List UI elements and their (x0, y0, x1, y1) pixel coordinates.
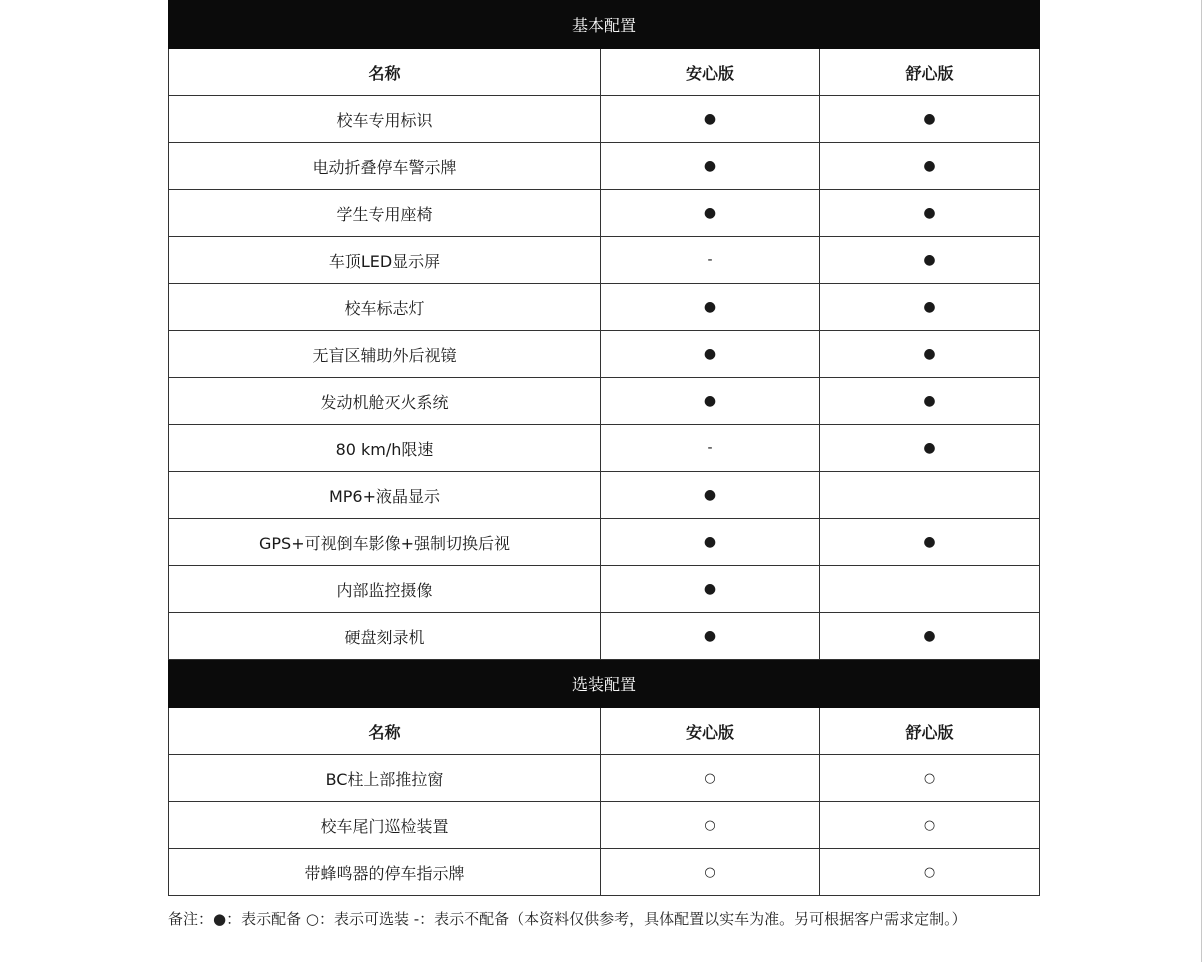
column-header-row (169, 708, 1040, 755)
availability-cell: ● (820, 425, 1040, 472)
availability-cell: - (601, 425, 820, 472)
table-row (169, 96, 1040, 143)
availability-cell: ● (820, 284, 1040, 331)
table-row (169, 519, 1040, 566)
table-row (169, 755, 1040, 802)
availability-cell: ● (601, 472, 820, 519)
section-header-optional (169, 660, 1040, 708)
availability-cell (820, 566, 1040, 613)
table-row (169, 425, 1040, 472)
table-row (169, 849, 1040, 896)
availability-cell: ● (601, 613, 820, 660)
feature-name-cell: 发动机舱灭火系统 (169, 378, 601, 425)
table-row (169, 143, 1040, 190)
availability-cell: ○ (601, 849, 820, 896)
spec-table-container (168, 0, 1039, 896)
feature-name-cell: 校车标志灯 (169, 284, 601, 331)
spec-table (168, 0, 1040, 896)
feature-name-cell: BC柱上部推拉窗 (169, 755, 601, 802)
availability-cell: ○ (820, 755, 1040, 802)
table-row (169, 331, 1040, 378)
availability-cell: - (601, 237, 820, 284)
feature-name-cell: 电动折叠停车警示牌 (169, 143, 601, 190)
feature-name-cell: 车顶LED显示屏 (169, 237, 601, 284)
table-row (169, 378, 1040, 425)
column-header: 安心版 (601, 49, 820, 96)
availability-cell: ○ (820, 802, 1040, 849)
availability-cell: ● (820, 378, 1040, 425)
table-row (169, 284, 1040, 331)
spec-table-body (169, 1, 1040, 896)
feature-name-cell: 内部监控摄像 (169, 566, 601, 613)
feature-name-cell: 80 km/h限速 (169, 425, 601, 472)
feature-name-cell: 校车尾门巡检装置 (169, 802, 601, 849)
feature-name-cell: 校车专用标识 (169, 96, 601, 143)
availability-cell (820, 472, 1040, 519)
feature-name-cell: 学生专用座椅 (169, 190, 601, 237)
table-row (169, 472, 1040, 519)
table-row (169, 802, 1040, 849)
column-header-row (169, 49, 1040, 96)
section-header-basic (169, 1, 1040, 49)
column-header: 舒心版 (820, 49, 1040, 96)
footnote: 备注：●：表示配备 ○：表示可选装 -：表示不配备（本资料仅供参考，具体配置以实车为准。另可根据客户需求定制。） (168, 910, 967, 928)
availability-cell: ● (820, 190, 1040, 237)
availability-cell: ○ (820, 849, 1040, 896)
table-row (169, 237, 1040, 284)
table-row (169, 566, 1040, 613)
section-title: 基本配置 (169, 1, 1040, 49)
section-title: 选装配置 (169, 660, 1040, 708)
availability-cell: ○ (601, 755, 820, 802)
availability-cell: ● (601, 519, 820, 566)
feature-name-cell: MP6+液晶显示 (169, 472, 601, 519)
feature-name-cell: 带蜂鸣器的停车指示牌 (169, 849, 601, 896)
column-header: 名称 (169, 49, 601, 96)
feature-name-cell: 无盲区辅助外后视镜 (169, 331, 601, 378)
availability-cell: ● (601, 566, 820, 613)
column-header: 舒心版 (820, 708, 1040, 755)
availability-cell: ● (601, 143, 820, 190)
availability-cell: ● (820, 331, 1040, 378)
availability-cell: ● (601, 378, 820, 425)
feature-name-cell: GPS+可视倒车影像+强制切换后视 (169, 519, 601, 566)
availability-cell: ● (601, 284, 820, 331)
column-header: 名称 (169, 708, 601, 755)
availability-cell: ● (820, 143, 1040, 190)
availability-cell: ● (601, 96, 820, 143)
availability-cell: ● (820, 519, 1040, 566)
availability-cell: ● (820, 237, 1040, 284)
availability-cell: ○ (601, 802, 820, 849)
table-row (169, 613, 1040, 660)
column-header: 安心版 (601, 708, 820, 755)
feature-name-cell: 硬盘刻录机 (169, 613, 601, 660)
availability-cell: ● (601, 190, 820, 237)
table-row (169, 190, 1040, 237)
availability-cell: ● (820, 96, 1040, 143)
availability-cell: ● (820, 613, 1040, 660)
availability-cell: ● (601, 331, 820, 378)
page-edge-rule (1201, 0, 1202, 962)
